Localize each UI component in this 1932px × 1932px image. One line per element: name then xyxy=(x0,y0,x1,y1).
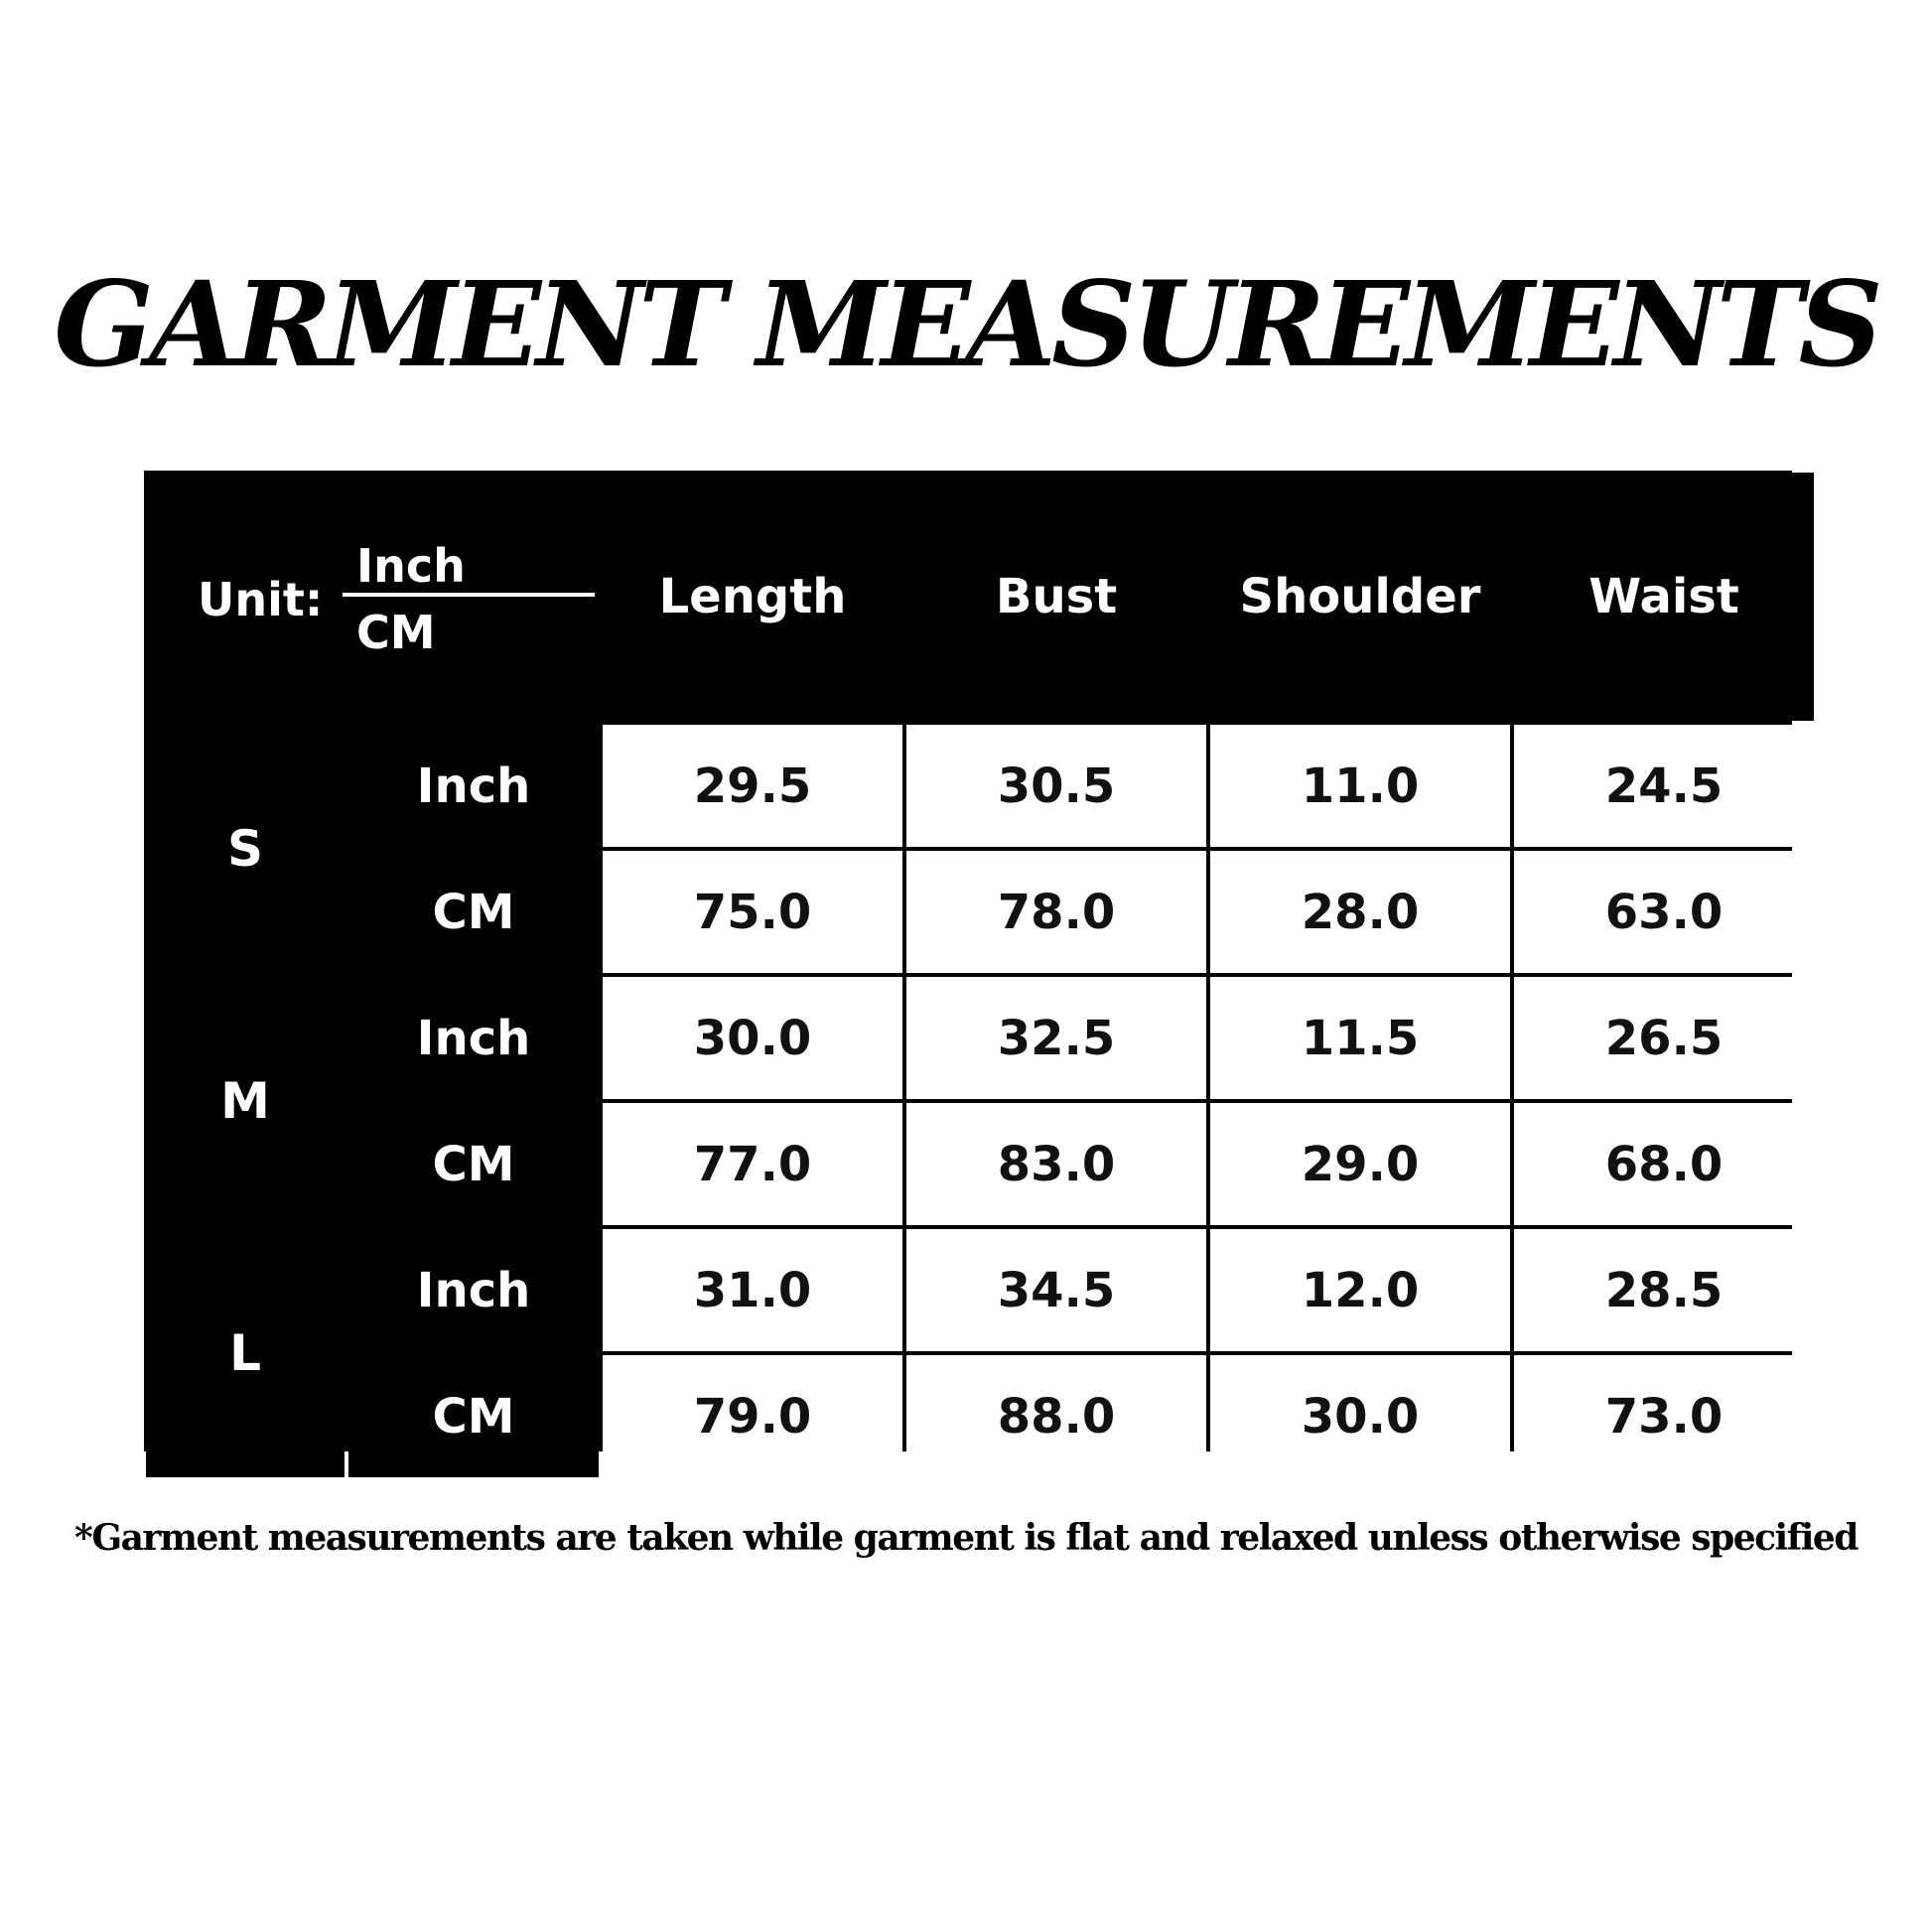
unit-inch-label: Inch xyxy=(356,539,466,593)
table-cell: 11.5 xyxy=(1210,977,1510,1099)
table-cell: 78.0 xyxy=(906,851,1206,973)
table-cell: 34.5 xyxy=(906,1229,1206,1351)
unit-row-label-inch: Inch xyxy=(348,725,599,847)
size-label-s: S xyxy=(146,725,345,973)
table-cell: 29.0 xyxy=(1210,1103,1510,1225)
table-cell: 31.0 xyxy=(603,1229,902,1351)
column-header-waist: Waist xyxy=(1514,473,1814,721)
unit-row-label-cm: CM xyxy=(348,1355,599,1477)
column-header-length: Length xyxy=(603,473,902,721)
table-cell: 79.0 xyxy=(603,1355,902,1477)
table-cell: 30.0 xyxy=(603,977,902,1099)
footnote: *Garment measurements are taken while garment is flat and relaxed unless otherwise specified xyxy=(74,1517,1858,1559)
page-title: GARMENT MEASUREMENTS xyxy=(54,255,1878,393)
table-cell: 30.0 xyxy=(1210,1355,1510,1477)
table-cell: 68.0 xyxy=(1514,1103,1814,1225)
column-header-shoulder: Shoulder xyxy=(1210,473,1510,721)
table-cell: 24.5 xyxy=(1514,725,1814,847)
size-label-m: M xyxy=(146,977,345,1225)
table-cell: 26.5 xyxy=(1514,977,1814,1099)
table-cell: 28.5 xyxy=(1514,1229,1814,1351)
size-label-l: L xyxy=(146,1229,345,1477)
unit-divider xyxy=(343,593,595,597)
table-cell: 29.5 xyxy=(603,725,902,847)
table-cell: 73.0 xyxy=(1514,1355,1814,1477)
table-cell: 77.0 xyxy=(603,1103,902,1225)
table-cell: 12.0 xyxy=(1210,1229,1510,1351)
unit-row-label-inch: Inch xyxy=(348,977,599,1099)
unit-header-cell xyxy=(146,473,599,721)
unit-row-label-cm: CM xyxy=(348,1103,599,1225)
table-cell: 83.0 xyxy=(906,1103,1206,1225)
size-chart-table xyxy=(144,471,1792,1451)
table-cell: 32.5 xyxy=(906,977,1206,1099)
table-cell: 30.5 xyxy=(906,725,1206,847)
column-header-bust: Bust xyxy=(906,473,1206,721)
table-cell: 63.0 xyxy=(1514,851,1814,973)
unit-row-label-inch: Inch xyxy=(348,1229,599,1351)
unit-label: Unit: xyxy=(198,573,324,626)
table-cell: 28.0 xyxy=(1210,851,1510,973)
table-cell: 75.0 xyxy=(603,851,902,973)
table-cell: 88.0 xyxy=(906,1355,1206,1477)
unit-cm-label: CM xyxy=(356,606,436,659)
unit-row-label-cm: CM xyxy=(348,851,599,973)
table-cell: 11.0 xyxy=(1210,725,1510,847)
